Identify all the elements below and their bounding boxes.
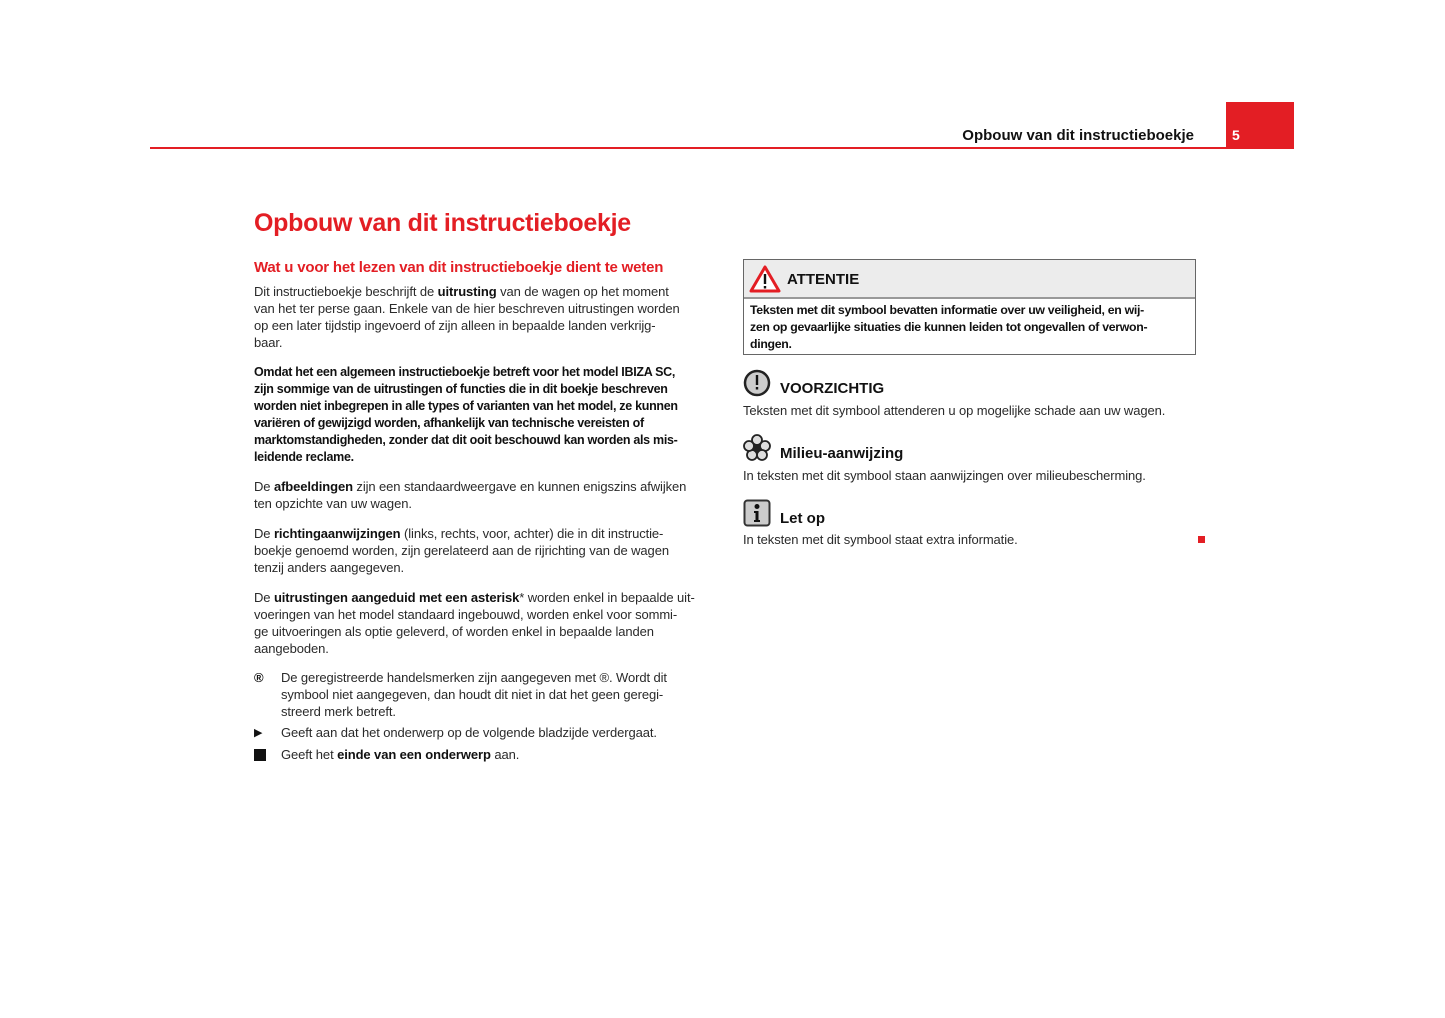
paragraph-asterisk	[254, 589, 695, 657]
info-icon	[743, 499, 771, 527]
text: Geeft het	[281, 747, 338, 762]
milieu-text: In teksten met dit symbool staan aanwijzingen over milieubescherming.	[743, 468, 1146, 483]
caution-circle-icon	[743, 369, 771, 397]
bold-text: uitrusting	[437, 284, 497, 299]
paragraph-directions	[254, 525, 669, 576]
paragraph-general-manual: Omdat het een algemeen instructieboekje betreft voor het model IBIZA SC, zijn sommige van de uitrustingen of functies die in dit boekje beschreven worden niet inbegrepen in alle types of varianten van het model, ze kunnen variëren of gewijzigd worden, afhankelijk van technische vereisten of marktomstandigheden, zonder dat dit ooit beschouwd kan worden als mis- leidende reclame.	[254, 365, 678, 464]
text: De	[254, 526, 274, 541]
bold-text: richtingaanwijzingen	[273, 526, 401, 541]
letop-text: In teksten met dit symbool staat extra informatie.	[743, 532, 1018, 547]
continue-arrow-icon: ▶	[254, 727, 263, 739]
bullet-registered: De geregistreerde handelsmerken zijn aangegeven met ®. Wordt dit symbool niet aangegeven, dan houdt dit niet in dat het geen geregi- streerd merk betreft.	[281, 670, 667, 719]
text: aan.	[490, 747, 520, 762]
attentie-header	[744, 260, 1195, 299]
end-of-topic-icon	[1198, 536, 1205, 543]
text: * worden enkel in bepaalde uit- voeringen van het model standaard ingebouwd, worden enkel voor sommi- ge uitvoeringen als optie geleverd, of worden enkel in bepaalde landen aangeboden.	[254, 590, 695, 656]
registered-symbol: ®	[254, 670, 264, 685]
letop-title: Let op	[780, 510, 825, 527]
milieu-title: Milieu-aanwijzing	[780, 445, 904, 462]
attentie-text: Teksten met dit symbool bevatten informatie over uw veiligheid, en wij- zen op gevaarlijke situaties die kunnen leiden tot ongevallen of verwon- dingen.	[750, 303, 1148, 351]
bold-text: uitrustingen aangeduid met een asterisk	[273, 590, 520, 605]
text: zijn een standaardweergave en kunnen enigszins afwijken ten opzichte van uw wagen.	[254, 479, 687, 511]
header-rule	[150, 147, 1294, 149]
bullet-end	[281, 746, 519, 763]
bullet-continue: Geeft aan dat het onderwerp op de volgende bladzijde verdergaat.	[281, 725, 657, 740]
section-subtitle: Wat u voor het lezen van dit instructieboekje dient te weten	[254, 259, 664, 276]
end-square-icon	[254, 749, 266, 761]
bold-text: afbeeldingen	[273, 479, 353, 494]
paragraph-images	[254, 478, 686, 512]
text: Dit instructieboekje beschrijft de	[254, 284, 438, 299]
text: De	[254, 479, 274, 494]
running-title: Opbouw van dit instructieboekje	[962, 127, 1194, 144]
text: (links, rechts, voor, achter) die in dit instructie- boekje genoemd worden, zijn gerelateerd aan de rijrichting van de wagen tenzij anders aangegeven.	[254, 526, 669, 575]
attentie-box	[743, 259, 1196, 355]
attentie-title: ATTENTIE	[787, 271, 860, 288]
voorzichtig-title: VOORZICHTIG	[780, 380, 885, 397]
text: van de wagen op het moment van het ter perse gaan. Enkele van de hier beschreven uitrustingen worden op een later tijdstip ingevoerd of zijn alleen in bepaalde landen verkrijg- baar.	[254, 284, 680, 350]
paragraph-equipment	[254, 283, 680, 351]
bold-text: einde van een onderwerp	[337, 747, 491, 762]
voorzichtig-text: Teksten met dit symbool attenderen u op mogelijke schade aan uw wagen.	[743, 403, 1166, 418]
warning-triangle-icon	[749, 265, 781, 293]
page-title: Opbouw van dit instructieboekje	[254, 209, 631, 237]
flower-environment-icon	[743, 434, 771, 462]
page-number: 5	[1232, 127, 1240, 143]
text: De	[254, 590, 274, 605]
